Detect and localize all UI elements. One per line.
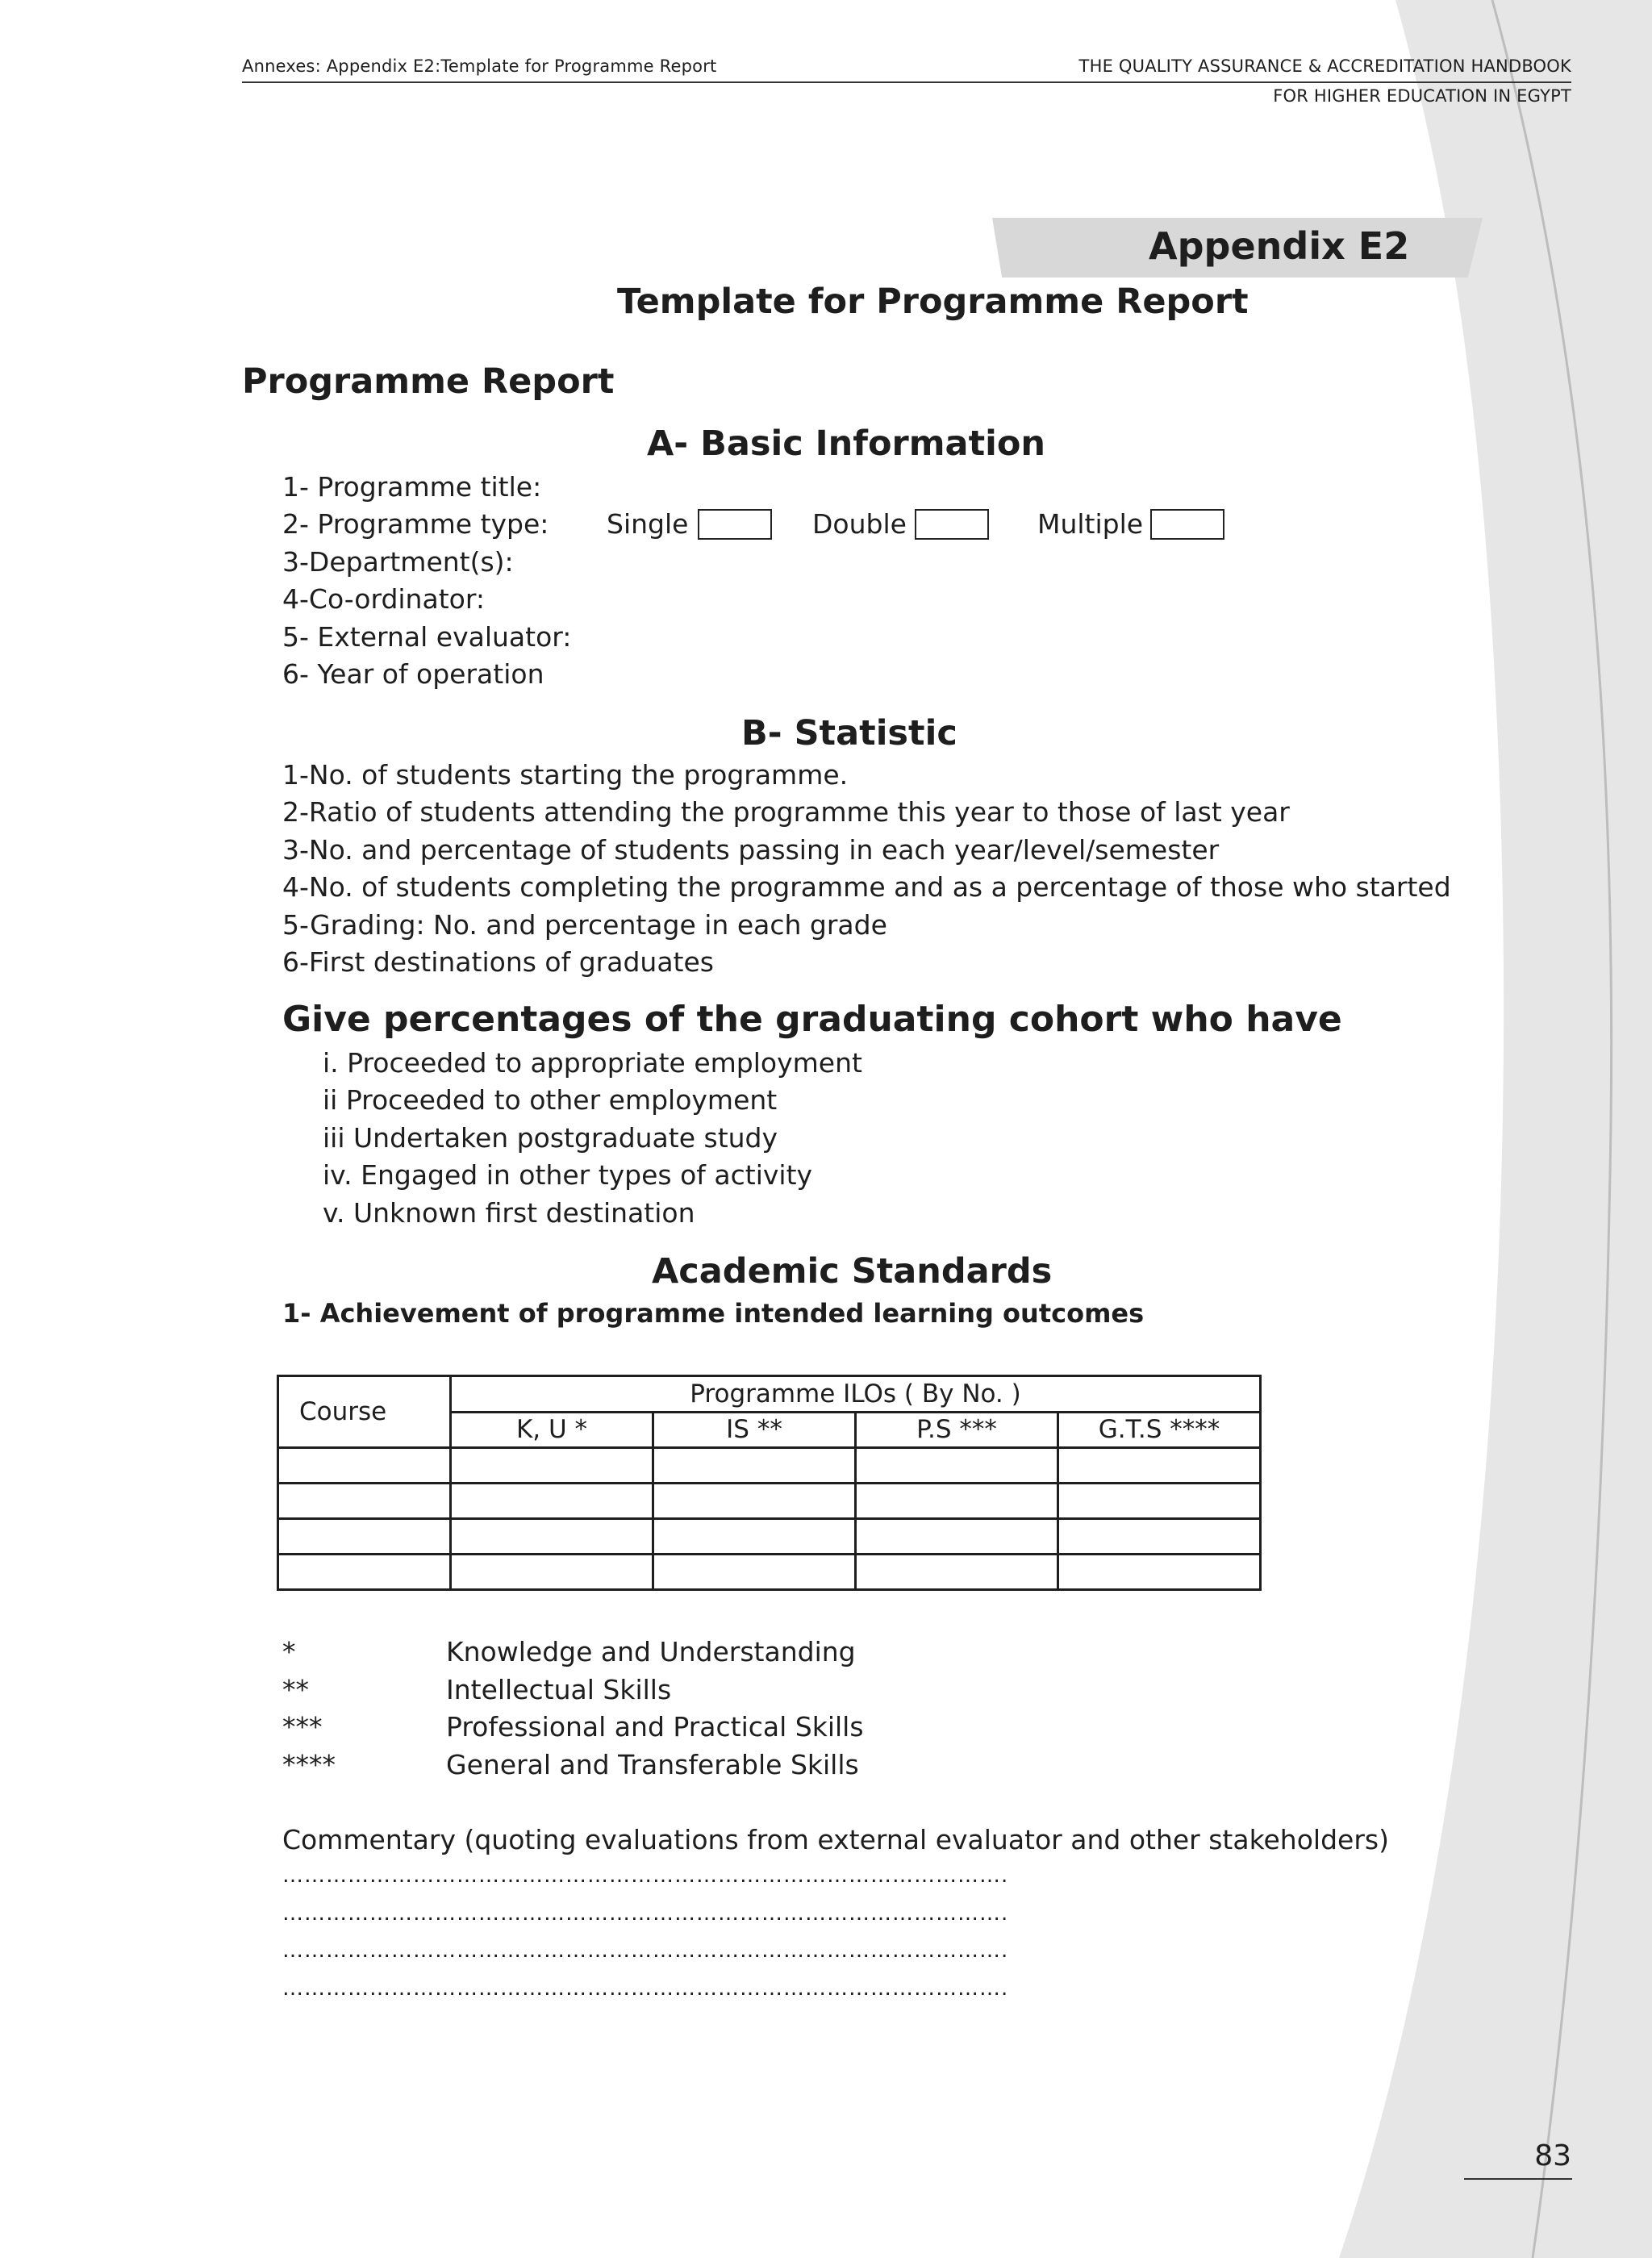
table-row [278, 1484, 1261, 1519]
basic-info-item: 2- Programme type: [282, 508, 549, 540]
table-cell[interactable] [278, 1484, 451, 1519]
legend-text: Professional and Practical Skills [446, 1711, 864, 1743]
table-cell[interactable] [856, 1448, 1058, 1484]
commentary-dotted-line[interactable]: ………………………………………………………………………………………. [282, 1976, 1009, 2001]
statistic-item: 2-Ratio of students attending the programme this year to those of last year [282, 796, 1290, 828]
col-header-ku: K, U * [451, 1412, 653, 1448]
table-cell[interactable] [1058, 1555, 1261, 1590]
ilo-group-header: Programme ILOs ( By No. ) [451, 1376, 1261, 1413]
basic-info-item: 3-Department(s): [282, 546, 514, 578]
academic-standards-heading: Academic Standards [652, 1251, 1053, 1292]
table-cell[interactable] [856, 1519, 1058, 1555]
table-cell[interactable] [856, 1555, 1058, 1590]
table-cell[interactable] [653, 1555, 856, 1590]
legend-text: Knowledge and Understanding [446, 1636, 856, 1667]
course-header: Course [278, 1376, 451, 1448]
cohort-item: iii Undertaken postgraduate study [323, 1122, 778, 1154]
ilo-achievement-subheading: 1- Achievement of programme intended learning outcomes [282, 1298, 1145, 1329]
cohort-item: ii Proceeded to other employment [323, 1084, 778, 1116]
col-header-ps: P.S *** [856, 1412, 1058, 1448]
commentary-dotted-line[interactable]: ………………………………………………………………………………………. [282, 1901, 1009, 1926]
statistic-item: 1-No. of students starting the programme. [282, 759, 849, 791]
basic-info-item: 5- External evaluator: [282, 621, 572, 653]
table-cell[interactable] [1058, 1448, 1261, 1484]
appendix-title: Appendix E2 [1149, 224, 1410, 268]
basic-info-heading: A- Basic Information [647, 424, 1046, 464]
cohort-heading: Give percentages of the graduating cohort who have [282, 999, 1342, 1040]
header-left: Annexes: Appendix E2:Template for Programme Report [242, 56, 717, 76]
basic-info-item: 1- Programme title: [282, 471, 542, 503]
table-row [278, 1519, 1261, 1555]
commentary-label: Commentary (quoting evaluations from external evaluator and other stakeholders) [282, 1824, 1389, 1855]
programme-report-heading: Programme Report [242, 361, 615, 402]
template-title: Template for Programme Report [617, 282, 1249, 322]
statistic-item: 3-No. and percentage of students passing in each year/level/semester [282, 834, 1220, 866]
table-cell[interactable] [856, 1484, 1058, 1519]
table-cell[interactable] [451, 1555, 653, 1590]
single-checkbox[interactable] [698, 509, 772, 540]
type-option-multiple: Multiple [1037, 508, 1144, 540]
legend-text: Intellectual Skills [446, 1674, 672, 1705]
cohort-item: iv. Engaged in other types of activity [323, 1159, 813, 1191]
statistic-item: 4-No. of students completing the programme and as a percentage of those who started [282, 871, 1451, 903]
ilo-table [277, 1375, 1262, 1591]
basic-info-item: 6- Year of operation [282, 658, 544, 690]
commentary-dotted-line[interactable]: ………………………………………………………………………………………. [282, 1939, 1009, 1963]
table-cell[interactable] [278, 1555, 451, 1590]
page-number-rule [1464, 2178, 1572, 2180]
multiple-checkbox[interactable] [1150, 509, 1224, 540]
table-row [278, 1555, 1261, 1590]
table-cell[interactable] [1058, 1484, 1261, 1519]
statistic-item: 5-Grading: No. and percentage in each grade [282, 909, 887, 941]
type-option-single: Single [607, 508, 689, 540]
header-divider [242, 81, 1571, 83]
header-right-line1: THE QUALITY ASSURANCE & ACCREDITATION HANDBOOK [1078, 56, 1571, 76]
col-header-is: IS ** [653, 1412, 856, 1448]
cohort-item: v. Unknown first destination [323, 1197, 695, 1229]
table-cell[interactable] [451, 1484, 653, 1519]
table-cell[interactable] [1058, 1519, 1261, 1555]
cohort-item: i. Proceeded to appropriate employment [323, 1047, 862, 1079]
table-cell[interactable] [451, 1519, 653, 1555]
table-cell[interactable] [278, 1519, 451, 1555]
statistic-heading: B- Statistic [741, 713, 957, 753]
table-cell[interactable] [653, 1519, 856, 1555]
table-cell[interactable] [653, 1448, 856, 1484]
table-row [278, 1448, 1261, 1484]
legend-text: General and Transferable Skills [446, 1749, 859, 1780]
table-cell[interactable] [653, 1484, 856, 1519]
table-cell[interactable] [278, 1448, 451, 1484]
commentary-dotted-line[interactable]: ………………………………………………………………………………………. [282, 1864, 1009, 1888]
type-option-double: Double [812, 508, 907, 540]
legend-mark: ** [282, 1674, 309, 1705]
col-header-gts: G.T.S **** [1058, 1412, 1261, 1448]
basic-info-item: 4-Co-ordinator: [282, 583, 485, 615]
legend-mark: *** [282, 1711, 323, 1743]
legend-mark: **** [282, 1749, 336, 1780]
double-checkbox[interactable] [915, 509, 989, 540]
statistic-item: 6-First destinations of graduates [282, 946, 714, 978]
table-cell[interactable] [451, 1448, 653, 1484]
header-right-line2: FOR HIGHER EDUCATION IN EGYPT [1273, 86, 1571, 106]
legend-mark: * [282, 1636, 296, 1667]
page-number: 83 [1534, 2139, 1571, 2172]
